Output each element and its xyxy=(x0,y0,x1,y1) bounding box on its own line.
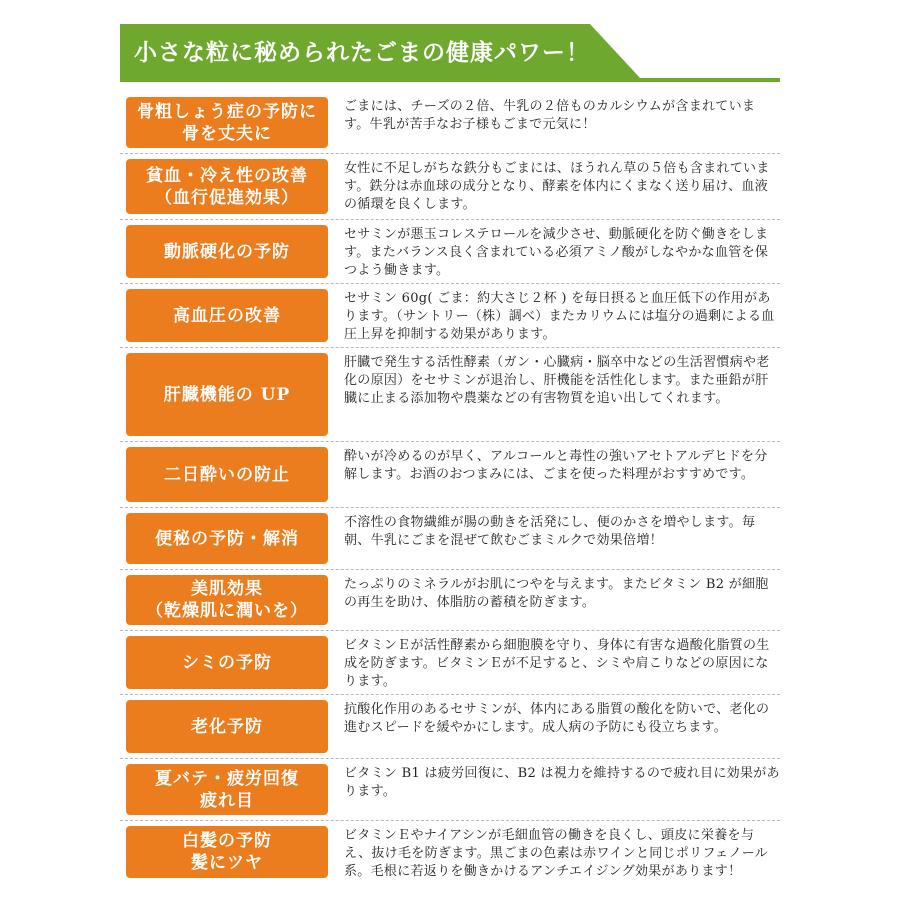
benefit-label-line: 白髪の予防 xyxy=(182,831,272,851)
benefit-row xyxy=(120,348,780,442)
benefit-row xyxy=(120,220,780,284)
benefit-label xyxy=(126,700,328,753)
benefit-label-line: 美肌効果 xyxy=(191,579,263,599)
benefit-label xyxy=(126,636,328,689)
benefits-table xyxy=(120,92,780,883)
benefit-label-line: （血行促進効果） xyxy=(155,187,299,208)
benefit-description: ビタミンＥやナイアシンが毛細血管の働きを良くし、頭皮に栄養を与え、抜け毛を防ぎます。黒ごまの色素は赤ワインと同じポリフェノール系。毛根に若返りを働きかけるアンチエイジング効果があります！ xyxy=(344,828,768,879)
benefit-row xyxy=(120,695,780,759)
benefit-label xyxy=(126,225,328,278)
benefit-row xyxy=(120,284,780,348)
benefit-description: 抗酸化作用のあるセサミンが、体内にある脂質の酸化を防いで、老化の進むスピードを緩やかにします。成人病の予防にも役立ちます。 xyxy=(344,702,770,735)
benefit-row xyxy=(120,821,780,883)
benefit-description: セサミンが悪玉コレステロールを減少させ、動脈硬化を防ぐ働きをします。またバランス良く含まれている必須アミノ酸がしなやかな血管を保つよう働きます。 xyxy=(344,227,769,278)
benefit-description: 不溶性の食物繊維が腸の動きを活発にし、便のかさを増やします。毎朝、牛乳にごまを混ぜて飲むごまミルクで効果倍増！ xyxy=(344,515,756,548)
benefit-description: ごまには、チーズの２倍、牛乳の２倍ものカルシウムが含まれています。牛乳が苦手なお子様もごまで元気に！ xyxy=(344,99,756,132)
benefit-label-line: 髪にツヤ xyxy=(191,853,263,873)
benefit-label-line: 二日酔いの防止 xyxy=(164,464,290,485)
benefit-label-line: 便秘の予防・解消 xyxy=(155,528,299,549)
benefit-label-line: シミの予防 xyxy=(182,652,272,673)
benefit-row xyxy=(120,154,780,220)
benefit-label-line: 疲れ目 xyxy=(200,790,254,811)
benefit-label xyxy=(126,513,328,564)
benefit-description: 肝臓で発生する活性酵素（ガン・心臓病・脳卒中などの生活習慣病や老化の原因）をセサミンが退治し、肝機能を活性化します。また亜鉛が肝臓に止まる添加物や農薬などの有害物質を追い出してくれます。 xyxy=(344,355,770,406)
header-underline xyxy=(120,78,780,82)
benefit-label-line: （乾燥肌に潤いを） xyxy=(146,601,308,621)
benefit-label-line: 肝臓機能の UP xyxy=(163,384,291,405)
benefit-label xyxy=(126,575,328,625)
benefit-label xyxy=(126,159,328,214)
benefit-row xyxy=(120,759,780,821)
benefit-description: ビタミンＥが活性酵素から細胞膜を守り、身体に有害な過酸化脂質の生成を防ぎます。ビタミンＥが不足すると、シミや肩こりなどの原因になります。 xyxy=(344,638,770,689)
page-title: 小さな粒に秘められたごまの健康パワー！ xyxy=(134,39,590,66)
benefit-label xyxy=(126,764,328,815)
benefit-row xyxy=(120,442,780,508)
benefit-label xyxy=(126,826,328,878)
benefit-label-line: 高血圧の改善 xyxy=(173,305,281,326)
benefit-label xyxy=(126,353,328,436)
benefit-label-line: 動脈硬化の予防 xyxy=(164,241,290,262)
benefit-row xyxy=(120,570,780,631)
benefit-row xyxy=(120,92,780,154)
benefit-description: たっぷりのミネラルがお肌につやを与えます。またビタミン B2 が細胞の再生を助け、体脂肪の蓄積を防ぎます。 xyxy=(344,577,769,610)
benefit-label-line: 骨粗しょう症の予防に xyxy=(137,101,317,122)
benefit-label xyxy=(126,97,328,148)
benefit-label-line: 夏バテ・疲労回復 xyxy=(155,768,299,789)
benefit-label-line: 骨を丈夫に xyxy=(182,123,272,144)
benefit-label-line: 老化予防 xyxy=(191,716,263,737)
benefit-description: 女性に不足しがちな鉄分もごまには、ほうれん草の５倍も含まれています。鉄分は赤血球の成分となり、酵素を体内にくまなく送り届け、血液の循環を良くします。 xyxy=(344,161,770,212)
header-banner xyxy=(120,24,780,82)
benefit-row xyxy=(120,508,780,570)
benefit-description: 酔いが冷めるのが早く、アルコールと毒性の強いアセトアルデヒドを分解します。お酒のおつまみには、ごまを使った料理がおすすめです。 xyxy=(344,449,768,482)
benefit-label-line: 貧血・冷え性の改善 xyxy=(146,165,308,186)
benefit-label xyxy=(126,289,328,342)
benefit-description: ビタミン B1 は疲労回復に、B2 は視力を維持するので疲れ目に効果があります。 xyxy=(344,766,780,799)
benefit-description: セサミン 60g( ごま：約大さじ２杯 ) を毎日摂ると血圧低下の作用があります。（サントリー（株）調べ）またカリウムには塩分の過剰による血圧上昇を抑制する効果があります。 xyxy=(344,291,775,342)
benefit-row xyxy=(120,631,780,695)
benefit-label xyxy=(126,447,328,502)
